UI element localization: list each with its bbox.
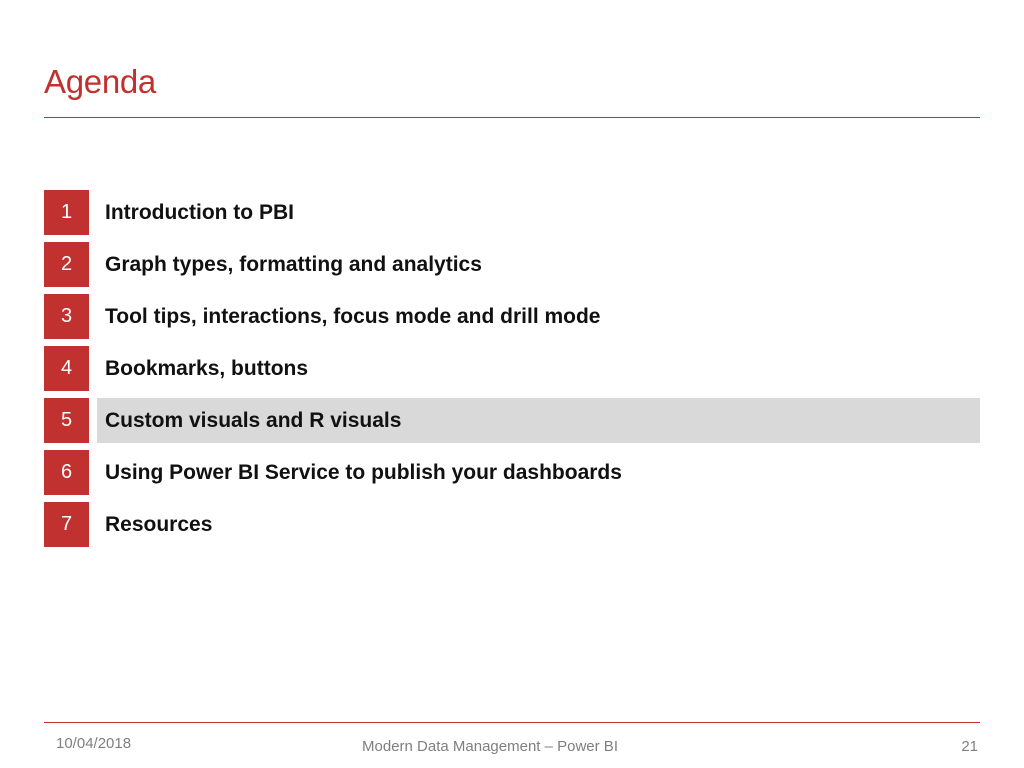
agenda-item-label: Custom visuals and R visuals: [97, 398, 980, 443]
agenda-number-badge: 2: [44, 242, 89, 287]
agenda-item-3: [44, 294, 980, 339]
agenda-number-badge: 3: [44, 294, 89, 339]
footer-date: 10/04/2018: [56, 735, 132, 752]
agenda-item-label: Tool tips, interactions, focus mode and drill mode: [105, 305, 601, 328]
slide-title: Agenda: [44, 63, 156, 100]
agenda-item-label: Introduction to PBI: [105, 201, 294, 224]
agenda-item-label: Graph types, formatting and analytics: [105, 253, 482, 276]
agenda-number-badge: 1: [44, 190, 89, 235]
agenda-item-1: [44, 190, 980, 235]
footer-divider: [44, 722, 980, 723]
agenda-item-2: [44, 242, 980, 287]
agenda-list: [44, 190, 980, 554]
agenda-item-5: [44, 398, 980, 443]
page-number: 21: [961, 738, 978, 755]
agenda-item-4: [44, 346, 980, 391]
agenda-number-badge: 6: [44, 450, 89, 495]
agenda-number-badge: 5: [44, 398, 89, 443]
agenda-item-label: Bookmarks, buttons: [105, 357, 309, 380]
agenda-number-badge: 4: [44, 346, 89, 391]
footer-title: [0, 738, 980, 755]
title-divider: [44, 117, 980, 118]
agenda-item-7: [44, 502, 980, 547]
agenda-number-badge: 7: [44, 502, 89, 547]
agenda-item-6: [44, 450, 980, 495]
agenda-item-label: Resources: [105, 513, 213, 536]
agenda-item-label: Using Power BI Service to publish your dashboards: [105, 461, 622, 484]
footer-title-text: Modern Data Management – Power BI: [362, 738, 618, 755]
